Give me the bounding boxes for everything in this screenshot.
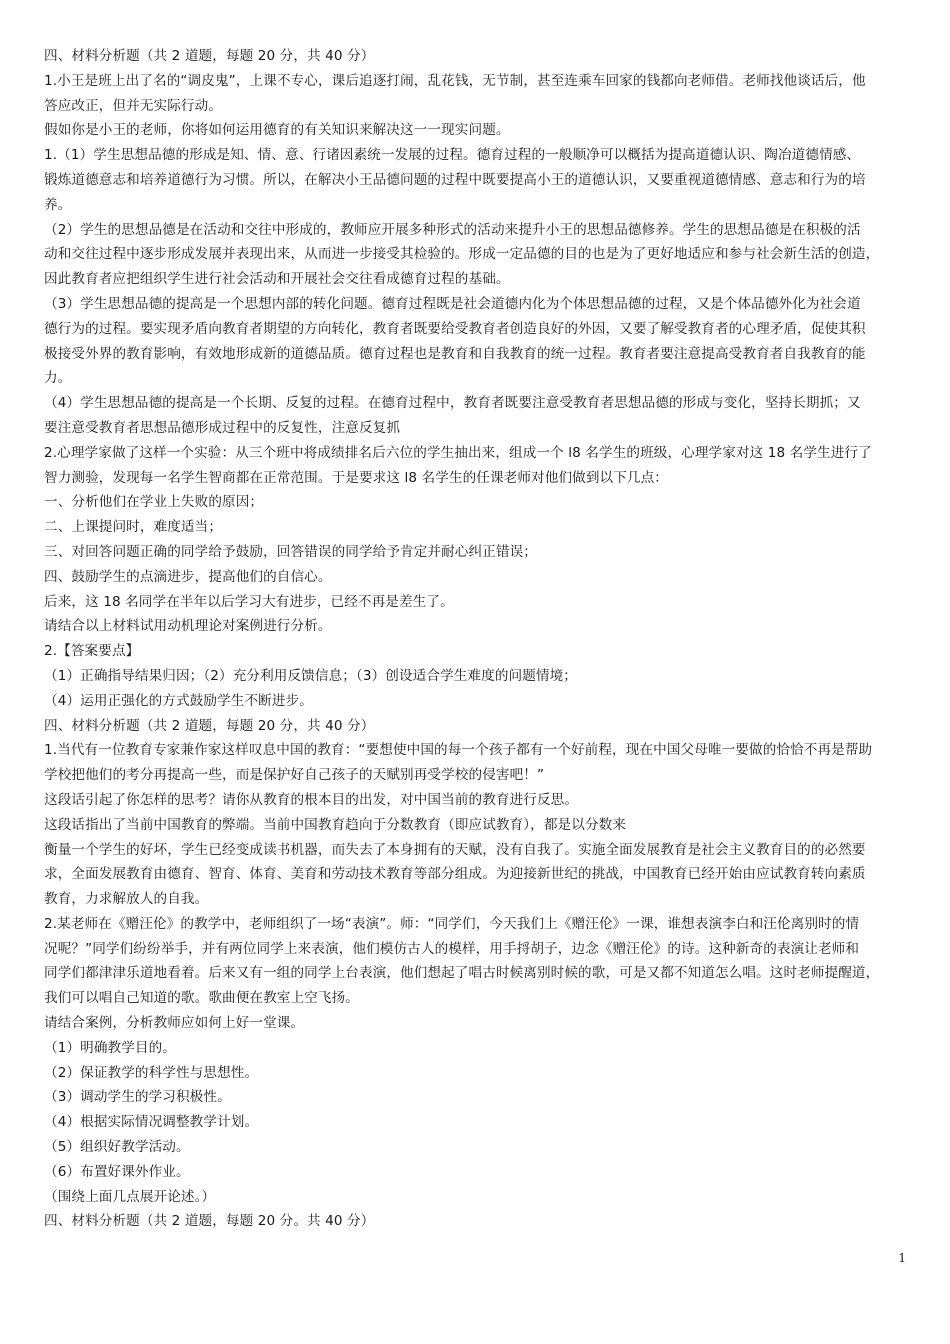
text-line: 德行为的过程。要实现矛盾向教育者期望的方向转化，教育者既要给受教育者创造良好的外因，又要了解受教育者的心理矛盾，促使其积 [44, 320, 866, 337]
text-line: 1.小王是班上出了名的“调皮鬼”，上课不专心，课后追逐打闹，乱花钱，无节制，甚至连乘车回家的钱都向老师借。老师找他谈话后，他 [44, 72, 866, 89]
text-line: 2.心理学家做了这样一个实验：从三个班中将成绩排名后六位的学生抽出来，组成一个 l8 名学生的班级，心理学家对这 18 名学生进行了 [44, 444, 872, 461]
text-line: 一、分析他们在学业上失败的原因； [44, 494, 264, 511]
text-line: 四、鼓励学生的点滴进步，提高他们的自信心。 [44, 568, 332, 585]
text-line: （1）正确指导结果归因；（2）充分利用反馈信息；（3）创设适合学生难度的问题情境； [44, 667, 578, 684]
text-line: 2.【答案要点】 [44, 643, 140, 660]
text-line: （3）调动学生的学习积极性。 [44, 1089, 231, 1106]
text-line: 养。 [44, 196, 72, 213]
text-line: 1.当代有一位教育专家兼作家这样叹息中国的教育：“要想使中国的每一个孩子都有一个好前程，现在中国父母唯一要做的恰恰不再是帮助 [44, 742, 873, 759]
text-line: 四、材料分析题（共 2 道题，每题 20 分，共 40 分） [44, 717, 375, 734]
text-line: 后来，这 18 名同学在半年以后学习大有进步，已经不再是差生了。 [44, 593, 454, 610]
text-line: 力。 [44, 370, 72, 387]
text-line: （2）保证教学的科学性与思想性。 [44, 1064, 259, 1081]
text-line: 锻炼道德意志和培养道德行为习惯。所以，在解决小王品德问题的过程中既要提高小王的道德认识，又要重视道德情感、意志和行为的培 [44, 171, 866, 188]
text-line: 二、上课提问时，难度适当； [44, 519, 223, 536]
text-line: 求，全面发展教育由德育、智育、体育、美育和劳动技术教育等部分组成。为迎接新世纪的挑战，中国教育已经开始由应试教育转向素质 [44, 866, 866, 883]
text-line: 假如你是小王的老师，你将如何运用德育的有关知识来解决这一一现实问题。 [44, 122, 510, 139]
text-line: 请结合案例，分析教师应如何上好一堂课。 [44, 1015, 305, 1032]
text-line: 四、材料分析题（共 2 道题，每题 20 分，共 40 分） [44, 48, 375, 64]
text-line: 答应改正，但并无实际行动。 [44, 97, 223, 114]
text-line: 这段话引起了你怎样的思考？请你从教育的根本目的出发，对中国当前的教育进行反思。 [44, 791, 579, 808]
text-line: 动和交往过程中逐步形成发展并表现出来，从而进一步接受其检验的。形成一定品德的目的也是为了更好地适应和参与社会新生活的创造， [44, 246, 880, 263]
text-line: （5）组织好教学活动。 [44, 1139, 190, 1156]
text-line: （6）布置好课外作业。 [44, 1163, 190, 1180]
text-line: 同学们都津津乐道地看着。后来又有一组的同学上台表演，他们想起了唱古时候离别时候的歌，可是又都不知道怎么唱。这时老师提醒道， [44, 965, 880, 982]
text-line: 教育，力求解放人的自我。 [44, 891, 209, 908]
text-line: （围绕上面几点展开论述。） [44, 1188, 216, 1205]
text-line: 三、对回答问题正确的同学给予鼓励，回答错误的同学给予肯定并耐心纠正错误； [44, 543, 537, 560]
text-line: （4）运用正强化的方式鼓励学生不断进步。 [44, 692, 313, 709]
text-line: 2.某老师在《赠汪伦》的教学中，老师组织了一场“表演”。师：“同学们，今天我们上《赠汪伦》一课，谁想表演李白和汪伦离别时的情 [44, 915, 860, 932]
text-line: 衡量一个学生的好坏，学生已经变成读书机器，而失去了本身拥有的天赋，没有自我了。实施全面发展教育是社会主义教育目的的必然要 [44, 841, 866, 858]
text-line: 请结合以上材料试用动机理论对案例进行分析。 [44, 618, 332, 635]
text-line: （4）学生思想品德的提高是一个长期、反复的过程。在德育过程中，教育者既要注意受教育者思想品德的形成与变化，坚持长期抓；又 [44, 395, 861, 412]
text-line: 智力测验，发现每一名学生智商都在正常范围。于是要求这 l8 名学生的任课老师对他们做到以下几点： [44, 469, 668, 486]
text-line: 学校把他们的考分再提高一些，而是保护好自己孩子的天赋别再受学校的侵害吧！” [44, 767, 545, 784]
text-line: 1.（1）学生思想品德的形成是知、情、意、行诸因素统一发展的过程。德育过程的一般顺净可以概括为提高道德认识、陶冶道德情感、 [44, 147, 861, 164]
text-line: 因此教育者应把组织学生进行社会活动和开展社会交往看成德育过程的基础。 [44, 271, 510, 288]
text-line: （4）根据实际情况调整教学计划。 [44, 1114, 259, 1131]
text-line: 我们可以唱自己知道的歌。歌曲便在教室上空飞扬。 [44, 990, 359, 1007]
text-line: （3）学生思想品德的提高是一个思想内部的转化问题。德育过程既是社会道德内化为个体思想品德的过程，又是个体品德外化为社会道 [44, 295, 861, 312]
text-line: 况呢？”同学们纷纷举手，并有两位同学上来表演，他们模仿古人的模样，用手捋胡子，边念《赠汪伦》的诗。这种新奇的表演让老师和 [44, 940, 860, 957]
text-line: 要注意受教育者思想品德形成过程中的反复性，注意反复抓 [44, 419, 401, 436]
document-body [44, 44, 910, 1234]
text-line: （2）学生的思想品德是在活动和交往中形成的，教师应开展多种形式的活动来提升小王的思想品德修养。学生的思想品德是在积极的活 [44, 221, 861, 238]
text-line: 四、材料分析题（共 2 道题，每题 20 分。共 40 分） [44, 1213, 375, 1230]
text-line: 极接受外界的教育影响，有效地形成新的道德品质。德育过程也是教育和自我教育的统一过程。教育者要注意提高受教育者自我教育的能 [44, 345, 866, 362]
text-line: 这段话指出了当前中国教育的弊端。当前中国教育趋向于分数教育（即应试教育），都是以分数来 [44, 816, 627, 833]
text-line: （1）明确教学目的。 [44, 1039, 176, 1056]
page-number: 1 [898, 1251, 906, 1265]
